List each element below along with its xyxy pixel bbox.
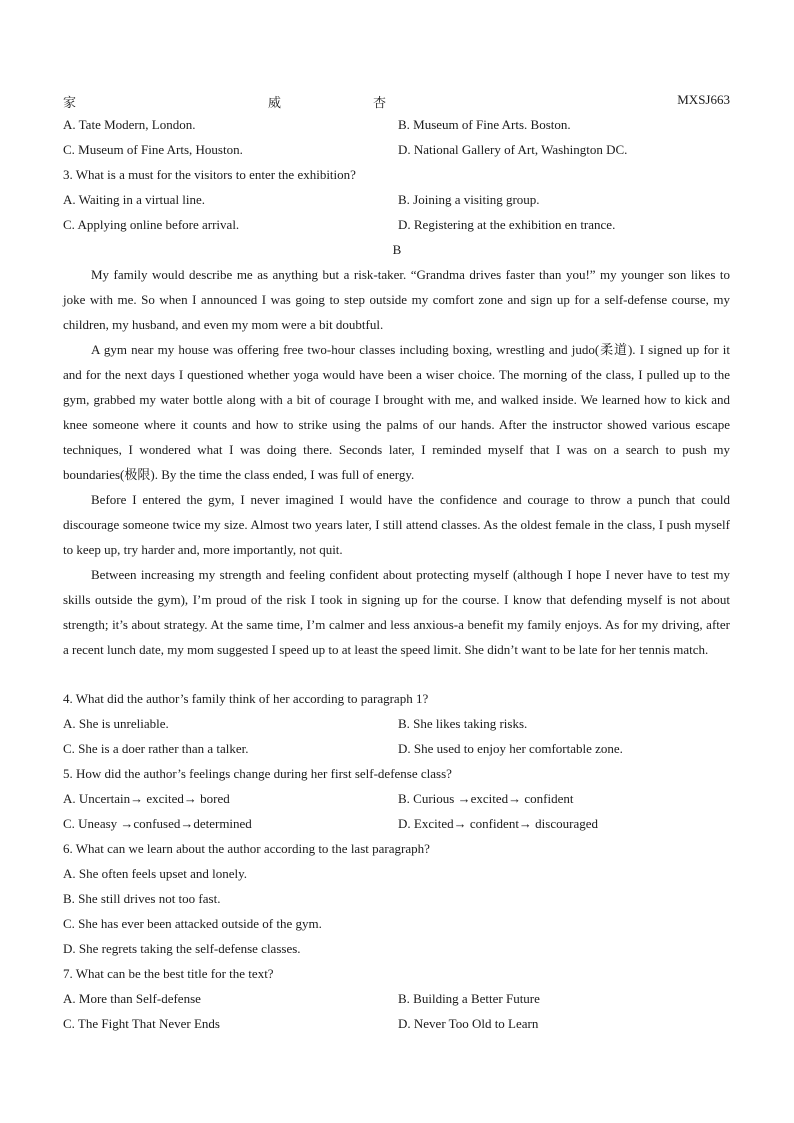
section-heading-b: B (392, 242, 402, 257)
passage-paragraph-2: A gym near my house was offering free two-hour classes including boxing, wrestling and judo(柔道). I signed up for it and for the next days I questioned whether yoga would have been a wiser choice. The morning of the class, I pulled up to the gym, grabbed my water bottle along with a bit of courage I brought with me, and walked inside. We learned how to kick and knee someone where it counts and how to strike using the palms of our hands. After the instructor showed various escape techniques, I wondered what I was doing there. Seconds later, I reminded myself that I was on a search to push my boundaries(极限). By the time the class ended, I was full of energy. (63, 342, 730, 482)
q2-options-row-1 (63, 115, 730, 140)
q7-stem: 7. What can be the best title for the text? (63, 966, 274, 981)
q7-option-c: C. The Fight That Never Ends (63, 1016, 220, 1031)
q4-option-d: D. She used to enjoy her comfortable zone. (398, 741, 623, 756)
q5-option-a: A. Uncertain→ excited→ bored (63, 791, 230, 806)
passage-paragraph-4: Between increasing my strength and feeling confident about protecting myself (although I hope I never have to test my skills outside the gym), I’m proud of the risk I took in signing up for the course. I know that defending myself is not about strength; it’s about strategy. At the same time, I’m calmer and less anxious-a benefit my family enjoys. As for my driving, after a recent lunch date, my mom suggested I speed up to at least the speed limit. She didn’t want to be late for her tennis match. (63, 567, 730, 657)
q3-option-b: B. Joining a visiting group. (398, 192, 540, 207)
q6-stem: 6. What can we learn about the author according to the last paragraph? (63, 841, 430, 856)
q6-option-d: D. She regrets taking the self-defense classes. (63, 941, 301, 956)
q2-option-a: A. Tate Modern, London. (63, 117, 196, 132)
header-char-2: 威 (268, 95, 282, 110)
q7-option-d: D. Never Too Old to Learn (398, 1016, 539, 1031)
q3-stem: 3. What is a must for the visitors to enter the exhibition? (63, 167, 356, 182)
q6-option-b: B. She still drives not too fast. (63, 891, 221, 906)
header-char-3: 杏 (373, 95, 387, 110)
q2-option-c: C. Museum of Fine Arts, Houston. (63, 142, 243, 157)
q4-stem: 4. What did the author’s family think of her according to paragraph 1? (63, 691, 429, 706)
document-code: MXSJ663 (677, 92, 730, 107)
q3-option-d: D. Registering at the exhibition en trance. (398, 217, 616, 232)
q3-options-row-2 (63, 215, 730, 240)
q5-option-b: B. Curious →excited→ confident (398, 791, 574, 806)
q6-option-c: C. She has ever been attacked outside of the gym. (63, 916, 322, 931)
q6-option-a: A. She often feels upset and lonely. (63, 866, 247, 881)
q5-option-c: C. Uneasy →confused→determined (63, 816, 252, 831)
q4-option-c: C. She is a doer rather than a talker. (63, 741, 249, 756)
q4-options-row-1 (63, 714, 730, 739)
q5-option-d: D. Excited→ confident→ discouraged (398, 816, 598, 831)
passage-paragraph-3: Before I entered the gym, I never imagined I would have the confidence and courage to throw a punch that could discourage someone twice my size. Almost two years later, I still attend classes. As the oldest female in the class, I push myself to keep up, try harder and, more importantly, not quit. (63, 492, 730, 557)
q5-stem: 5. How did the author’s feelings change during her first self-defense class? (63, 766, 452, 781)
q5-options-row-2 (63, 814, 730, 839)
q2-option-b: B. Museum of Fine Arts. Boston. (398, 117, 571, 132)
q4-option-b: B. She likes taking risks. (398, 716, 528, 731)
q7-options-row-1 (63, 989, 730, 1014)
q2-options-row-2 (63, 140, 730, 165)
passage-paragraph-1: My family would describe me as anything but a risk-taker. “Grandma drives faster than you!” my younger son likes to joke with me. So when I announced I was going to step outside my comfort zone and sign up for a self-defense course, my children, my husband, and even my mom were a bit doubtful. (63, 267, 730, 332)
q4-options-row-2 (63, 739, 730, 764)
q4-option-a: A. She is unreliable. (63, 716, 169, 731)
q7-option-a: A. More than Self-defense (63, 991, 201, 1006)
q7-option-b: B. Building a Better Future (398, 991, 540, 1006)
q7-options-row-2 (63, 1014, 730, 1039)
page-header (63, 92, 730, 110)
q3-options-row-1 (63, 190, 730, 215)
q3-option-c: C. Applying online before arrival. (63, 217, 240, 232)
header-char-1: 家 (63, 95, 77, 110)
q2-option-d: D. National Gallery of Art, Washington DC. (398, 142, 628, 157)
q3-option-a: A. Waiting in a virtual line. (63, 192, 206, 207)
q5-options-row-1 (63, 789, 730, 814)
